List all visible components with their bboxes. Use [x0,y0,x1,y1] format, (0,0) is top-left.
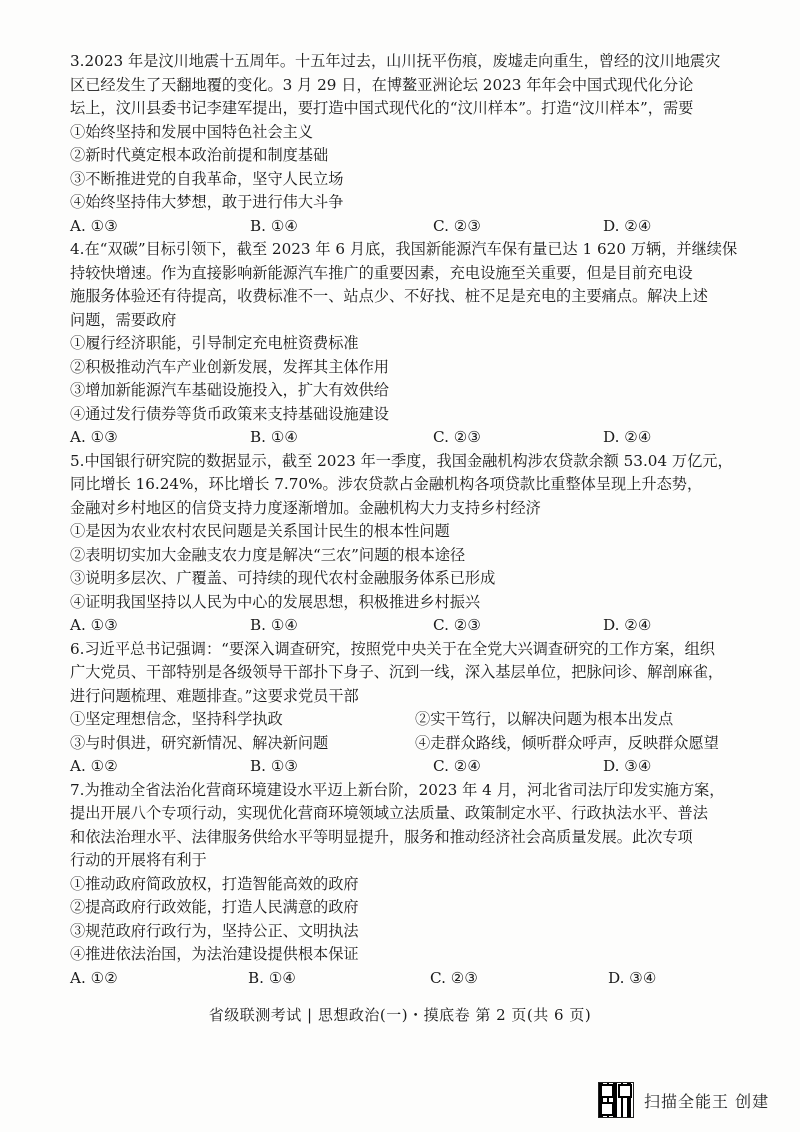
question-stem-line: 持较快增速。作为直接影响新能源汽车推广的重要因素，充电设施至关重要，但是目前充电设 [70,263,693,282]
option-a: A. ①③ [70,428,118,446]
question-stem-line: 提出开展八个专项行动，实现优化营商环境领域立法质量、政策制定水平、行政执法水平、普法 [70,804,708,822]
question-stem-line: 进行问题梳理、难题排查。”这要求党员干部 [70,686,359,705]
option-d: D. ②④ [603,616,652,634]
question-stem-line: 4.在“双碳”目标引领下，截至 2023 年 6 月底，我国新能源汽车保有量已达 1 620 万辆，并继续保 [70,240,738,258]
question-3 [70,50,750,238]
qr-code-icon [598,1082,634,1118]
statement-item: ③增加新能源汽车基础设施投入，扩大有效供给 [70,381,389,399]
answer-options [70,215,750,239]
question-5 [70,450,750,638]
option-c: C. ②④ [433,757,481,775]
option-b: B. ①④ [250,616,299,634]
statement-item: ④走群众路线，倾听群众呼声，反映群众愿望 [415,733,719,752]
statement-item: ②实干笃行，以解决问题为根本出发点 [415,710,674,728]
statement-item: ①是因为农业农村农民问题是关系国计民生的根本性问题 [70,522,450,540]
option-c: C. ②③ [433,616,481,634]
option-b: B. ①④ [250,216,299,235]
question-stem-line: 坛上，汶川县委书记李建军提出，要打造中国式现代化的“汶川样本”。打造“汶川样本”，需要 [70,99,694,117]
option-c: C. ②③ [430,968,478,987]
question-stem-line: 和依法治理水平、法律服务供给水平等明显提升，服务和推动经济社会高质量发展。此次专项 [70,827,693,846]
option-a: A. ①② [70,757,118,775]
answer-options [70,426,750,450]
option-a: A. ①② [70,968,118,987]
statement-item: ③说明多层次、广覆盖、可持续的现代农村金融服务体系已形成 [70,569,496,587]
question-stem-line: 区已经发生了天翻地覆的变化。3 月 29 日，在博鳌亚洲论坛 2023 年年会中国式现代化分论 [70,75,694,94]
statement-item: ①坚定理想信念，坚持科学执政 [70,710,283,728]
option-d: D. ③④ [603,757,652,775]
option-b: B. ①③ [250,757,299,775]
statement-item: ④推进依法治国，为法治建设提供根本保证 [70,945,359,963]
scanner-watermark [598,1080,769,1120]
statement-item: ③不断推进党的自我革命，坚守人民立场 [70,169,344,188]
question-4 [70,238,750,450]
question-stem-line: 6.习近平总书记强调：“要深入调查研究，按照党中央关于在全党大兴调查研究的工作方案，组织 [70,639,715,658]
question-stem-line: 5.中国银行研究院的数据显示，截至 2023 年一季度，我国金融机构涉农贷款余额 53.04 万亿元， [70,451,733,470]
question-stem-line: 7.为推动全省法治化营商环境建设水平迈上新台阶，2023 年 4 月，河北省司法厅印发实施方案， [70,780,725,799]
question-stem-line: 金融对乡村地区的信贷支持力度逐渐增加。金融机构大力支持乡村经济 [70,498,541,517]
watermark-text: 扫描全能王 创建 [644,1091,770,1111]
option-d: D. ②④ [603,428,652,446]
statement-item: ③与时俱进，研究新情况、解决新问题 [70,733,329,752]
option-c: C. ②③ [433,428,481,446]
statement-item: ②表明切实加大金融支农力度是解决“三农”问题的根本途径 [70,545,466,564]
statement-item: ④始终坚持伟大梦想，敢于进行伟大斗争 [70,193,344,211]
option-a: A. ①③ [70,216,118,235]
option-b: B. ①④ [250,428,299,446]
statement-row [70,732,750,756]
statement-item: ②提高政府行政效能，打造人民满意的政府 [70,898,359,916]
statement-item: ②新时代奠定根本政治前提和制度基础 [70,146,329,164]
statement-row [70,708,750,732]
statement-item: ①履行经济职能，引导制定充电桩资费标准 [70,334,359,352]
question-list [70,50,750,990]
statement-item: ④通过发行债券等货币政策来支持基础设施建设 [70,404,389,423]
statement-item: ②积极推动汽车产业创新发展，发挥其主体作用 [70,357,389,376]
question-stem-line: 同比增长 16.24%，环比增长 7.70%。涉农贷款占金融机构各项贷款比重整体呈现上升态势， [70,475,703,493]
statement-item: ④证明我国坚持以人民为中心的发展思想，积极推进乡村振兴 [70,592,481,611]
question-stem-line: 3.2023 年是汶川地震十五周年。十五年过去，山川抚平伤痕，废墟走向重生，曾经的汶川地震灾 [70,52,721,70]
option-c: C. ②③ [433,216,481,235]
page-footer: 省级联测考试 | 思想政治(一)・摸底卷 第 2 页(共 6 页) [208,1006,592,1024]
statement-item: ③规范政府行政行为，坚持公正、文明执法 [70,921,359,940]
question-stem-line: 广大党员、干部特别是各级领导干部扑下身子、沉到一线，深入基层单位，把脉问诊、解剖麻雀， [70,663,724,681]
answer-options [70,967,750,991]
option-a: A. ①③ [70,616,118,634]
question-stem-line: 问题，需要政府 [70,310,177,329]
answer-options [70,614,750,638]
question-6 [70,638,750,779]
statement-item: ①推动政府简政放权，打造智能高效的政府 [70,874,359,893]
question-7 [70,779,750,991]
option-b: B. ①④ [248,968,297,987]
option-d: D. ③④ [608,968,657,987]
statement-item: ①始终坚持和发展中国特色社会主义 [70,122,313,141]
answer-options [70,755,750,779]
question-stem-line: 行动的开展将有利于 [70,851,207,869]
option-d: D. ②④ [603,216,652,235]
question-stem-line: 施服务体验还有待提高，收费标准不一、站点少、不好找、桩不足是充电的主要痛点。解决上述 [70,287,708,305]
